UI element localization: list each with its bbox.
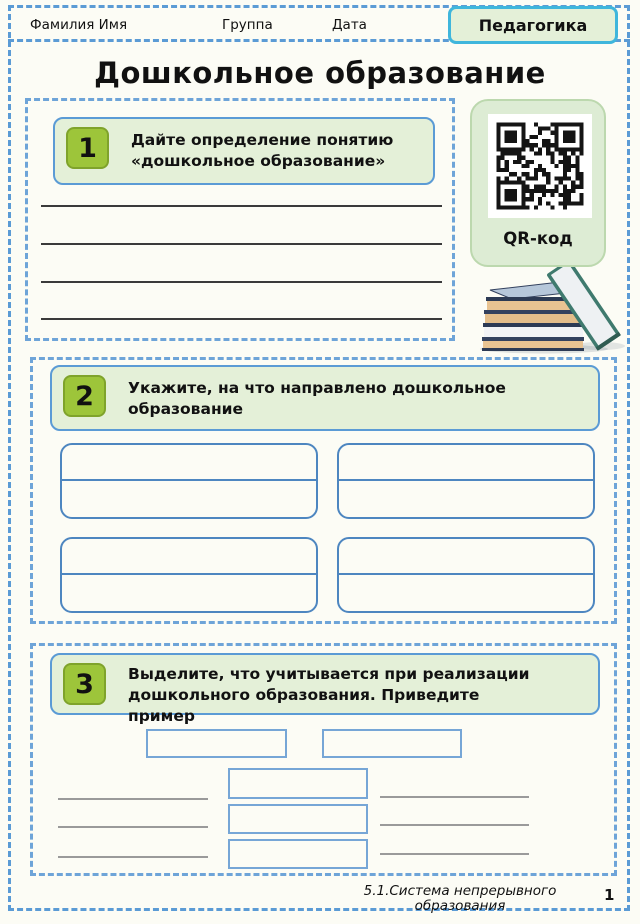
answer-writing-line[interactable] xyxy=(41,281,442,283)
qr-panel xyxy=(470,99,606,267)
task-1-section xyxy=(25,98,455,341)
example-writing-line[interactable] xyxy=(58,798,208,800)
footer-topic-line-1: 5.1.Система непрерывного xyxy=(363,883,557,899)
task-1-text-line-1: Дайте определение понятию xyxy=(131,131,394,149)
task-2-text-line-2: образование xyxy=(128,400,244,418)
task-3-text-line-3: пример xyxy=(128,707,195,725)
answer-field-box[interactable] xyxy=(146,729,287,758)
answer-box-divider xyxy=(62,573,316,575)
answer-box[interactable] xyxy=(60,443,318,519)
answer-box[interactable] xyxy=(337,443,595,519)
footer-topic-line-2: образования xyxy=(414,898,506,914)
answer-field-box[interactable] xyxy=(228,804,368,834)
answer-writing-line[interactable] xyxy=(41,243,442,245)
example-writing-line[interactable] xyxy=(380,796,529,798)
qr-label: QR-код xyxy=(503,229,573,248)
example-writing-line[interactable] xyxy=(58,826,208,828)
answer-box[interactable] xyxy=(337,537,595,613)
books-stack-icon xyxy=(472,262,626,354)
task-2-text xyxy=(128,378,506,420)
task-1-text xyxy=(131,130,393,172)
task-3-section xyxy=(30,643,617,876)
subject-badge: Педагогика xyxy=(448,6,618,44)
answer-box[interactable] xyxy=(60,537,318,613)
qr-code-icon xyxy=(488,114,592,218)
answer-box-divider xyxy=(62,479,316,481)
task-3-text xyxy=(128,664,529,727)
task-3-number-badge: 3 xyxy=(63,663,106,705)
task-3-text-line-1: Выделите, что учитывается при реализации xyxy=(128,665,530,683)
task-2-section xyxy=(30,357,617,624)
answer-field-box[interactable] xyxy=(322,729,462,758)
answer-writing-line[interactable] xyxy=(41,318,442,320)
date-label: Дата xyxy=(332,17,367,33)
example-writing-line[interactable] xyxy=(58,856,208,858)
task-1-panel xyxy=(53,117,435,185)
footer-topic xyxy=(350,884,570,914)
task-2-number-badge: 2 xyxy=(63,375,106,417)
answer-box-divider xyxy=(339,479,593,481)
page-number: 1 xyxy=(604,886,615,904)
task-2-panel xyxy=(50,365,600,431)
answer-field-box[interactable] xyxy=(228,768,368,799)
task-3-text-line-2: дошкольного образования. Приведите xyxy=(128,686,480,704)
example-writing-line[interactable] xyxy=(380,853,529,855)
task-2-text-line-1: Укажите, на что направлено дошкольное xyxy=(128,379,506,397)
answer-writing-line[interactable] xyxy=(41,205,442,207)
task-1-text-line-2: «дошкольное образование» xyxy=(131,152,386,170)
example-writing-line[interactable] xyxy=(380,824,529,826)
student-name-label: Фамилия Имя xyxy=(30,17,128,33)
answer-field-box[interactable] xyxy=(228,839,368,869)
answer-box-divider xyxy=(339,573,593,575)
task-1-number-badge: 1 xyxy=(66,127,109,169)
task-3-panel xyxy=(50,653,600,725)
group-label: Группа xyxy=(222,17,273,33)
page-title: Дошкольное образование xyxy=(94,56,546,90)
